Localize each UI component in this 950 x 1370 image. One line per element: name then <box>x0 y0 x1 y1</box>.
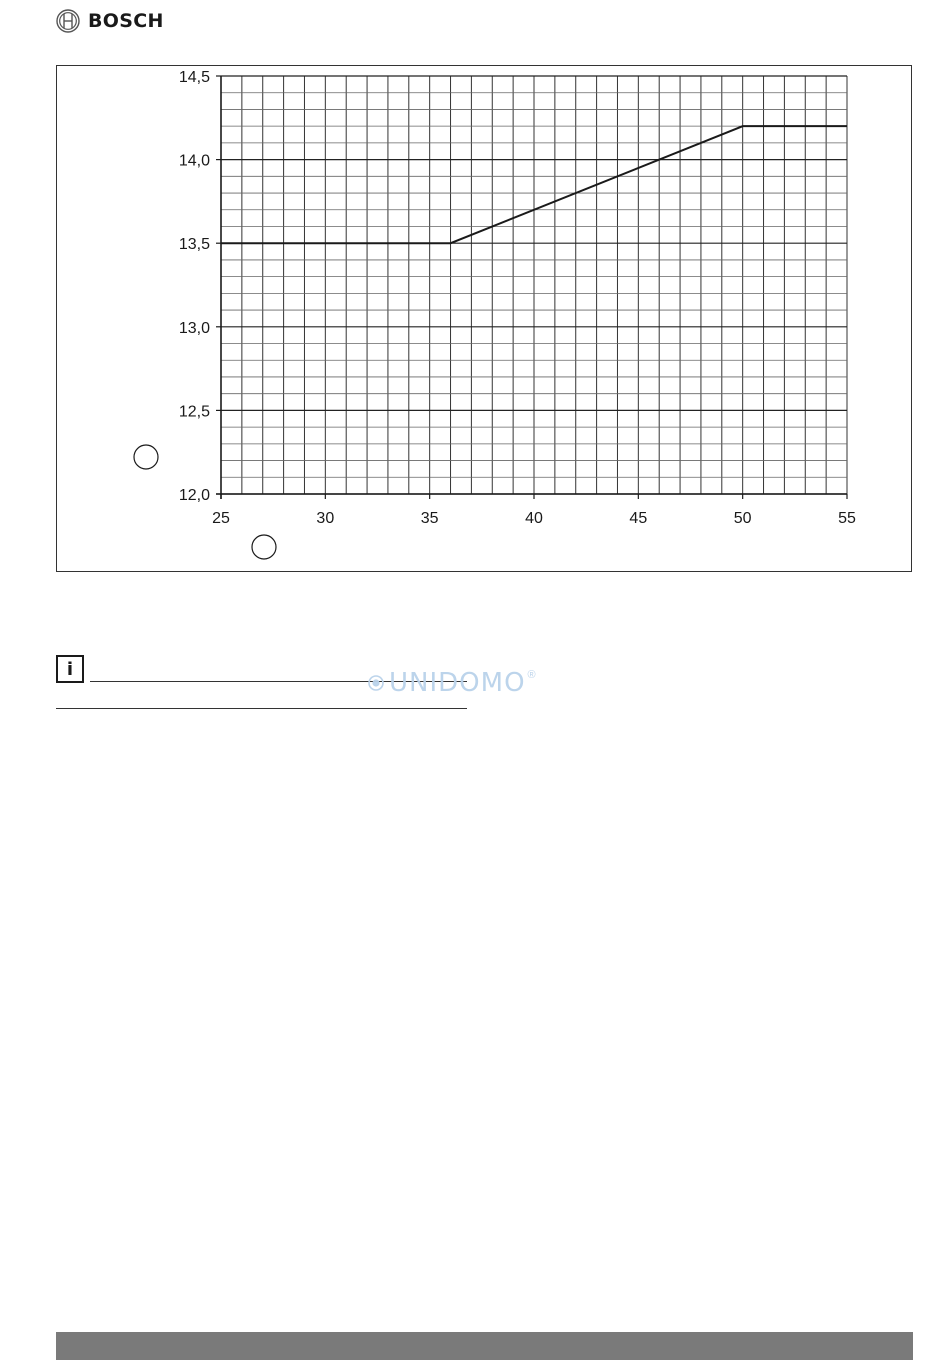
watermark-text: UNIDOMO <box>389 668 526 698</box>
x-tick-label: 30 <box>316 510 335 527</box>
x-tick-label: 40 <box>525 510 543 527</box>
y-tick-label: 12,5 <box>178 403 210 421</box>
x-tick-label: 45 <box>629 510 648 527</box>
chart-grid <box>221 76 847 494</box>
y-tick-label: 13,0 <box>178 319 210 337</box>
callout-circle-icon <box>252 535 276 559</box>
y-tick-label: 13,5 <box>178 236 210 254</box>
x-tick-label: 55 <box>838 510 856 527</box>
y-tick-label: 12,0 <box>178 487 210 504</box>
y-tick-label: 14,0 <box>178 152 210 170</box>
x-tick-label: 25 <box>212 510 230 527</box>
brand-name: BOSCH <box>88 10 164 32</box>
watermark-dot-icon <box>368 675 384 691</box>
y-tick-label: 14,5 <box>178 69 210 86</box>
watermark <box>368 668 536 698</box>
footer-bar <box>56 1332 913 1360</box>
x-tick-label: 50 <box>733 510 752 527</box>
line-chart <box>0 0 950 600</box>
callout-circle-icon <box>134 445 158 469</box>
info-rule-bottom <box>56 708 467 709</box>
x-tick-label: 35 <box>420 510 439 527</box>
chart-axes <box>216 76 847 499</box>
watermark-registered-mark: ® <box>527 669 536 681</box>
chart-tick-labels <box>179 69 856 527</box>
info-icon: i <box>56 655 84 683</box>
